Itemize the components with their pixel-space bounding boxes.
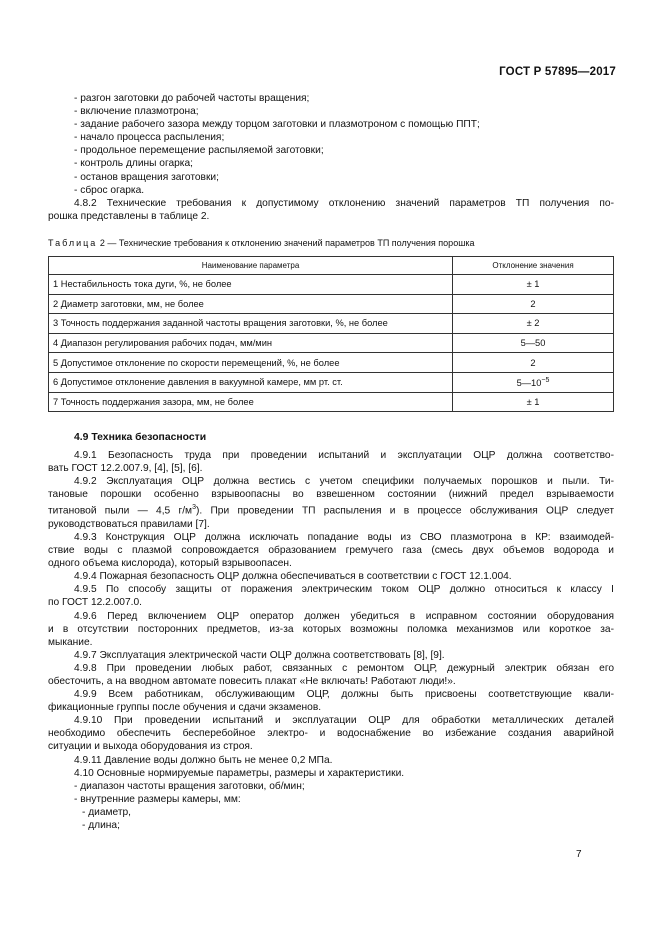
- paragraph-line: фикационные группы после обучения и сдачи экзаменов.: [48, 702, 322, 714]
- table-cell-value: ± 2: [453, 314, 614, 334]
- paragraph-line: одного объема кислорода), который взрывоопасен.: [48, 558, 292, 570]
- text-span: ). При проведении ТП распыления и в процессе обслуживания ОЦР следует: [195, 505, 614, 517]
- table-cell-value: ± 1: [453, 392, 614, 412]
- paragraph-4-8-2-line: рошка представлены в таблице 2.: [48, 210, 210, 222]
- table-cell-name: 6 Допустимое отклонение давления в вакуумной камере, мм рт. ст.: [49, 372, 453, 392]
- table-cell-value: 5—50: [453, 333, 614, 353]
- table-row: [49, 275, 614, 295]
- column-header-deviation: Отклонение значения: [453, 257, 614, 275]
- paragraph-line: 4.9.6 Перед включением ОЦР оператор должен убедиться в исправном состоянии оборудования: [74, 610, 614, 622]
- paragraph-line: 4.9.9 Всем работникам, обслуживающим ОЦР, должны быть присвоены соответствующие квали-: [74, 689, 614, 701]
- table-header-row: [49, 257, 614, 275]
- table-cell-name: 7 Точность поддержания зазора, мм, не более: [49, 392, 453, 412]
- paragraph-line: 4.9.2 Эксплуатация ОЦР должна вестись с учетом специфики получаемых порошков и пыли. Ти-: [74, 476, 614, 488]
- list-item: - внутренние размеры камеры, мм:: [74, 793, 241, 805]
- paragraph-line: 4.9.7 Эксплуатация электрической части ОЦР должна соответствовать [8], [9].: [74, 649, 445, 661]
- paragraph-line: ситуации и выхода оборудования из строя.: [48, 741, 253, 753]
- list-item: - продольное перемещение распыляемой заготовки;: [74, 145, 324, 157]
- list-item: - начало процесса распыления;: [74, 132, 225, 144]
- superscript: 3: [192, 504, 196, 512]
- paragraph-line: тановые порошки особенно взрывоопасны во взвешенном состоянии (нижний предел взрываемости: [48, 489, 614, 501]
- table-cell-value: 2: [453, 353, 614, 373]
- list-item: - включение плазмотрона;: [74, 106, 199, 118]
- paragraph-line: 4.9.4 Пожарная безопасность ОЦР должна обеспечиваться в соответствии с ГОСТ 12.1.004.: [74, 571, 512, 583]
- text-span: титановой пыли — 4,5 г/м: [48, 505, 193, 517]
- paragraph-line: мыкание.: [48, 636, 93, 648]
- paragraph-line: 4.9.5 По способу защиты от поражения электрическим током ОЦР должно относиться к классу I: [74, 584, 614, 596]
- table-caption: [48, 238, 475, 248]
- value-base: 5—10: [516, 377, 542, 388]
- paragraph-line: 4.10 Основные нормируемые параметры, размеры и характеристики.: [74, 767, 405, 779]
- list-item: - сброс огарка.: [74, 184, 145, 196]
- value-exponent: −5: [541, 376, 550, 384]
- table-cell-name: 2 Диаметр заготовки, мм, не более: [49, 294, 453, 314]
- table-row: [49, 372, 614, 392]
- table-row: [49, 314, 614, 334]
- paragraph-line: ствие воды с плазмой сопровождается образованием гремучего газа (смесь двух объемов водорода и: [48, 545, 614, 557]
- page-number: 7: [576, 849, 582, 860]
- list-item: - разгон заготовки до рабочей частоты вращения;: [74, 93, 310, 104]
- paragraph-4-8-2-line: 4.8.2 Технические требования к допустимому отклонению значений параметров ТП получения по-: [74, 197, 614, 209]
- paragraph-line: вать ГОСТ 12.2.007.9, [4], [5], [6].: [48, 463, 203, 475]
- list-item: - контроль длины огарка;: [74, 158, 193, 170]
- paragraph-line: 4.9.10 При проведении испытаний и эксплуатации ОЦР для обработки металлических деталей: [74, 715, 614, 727]
- list-item: - диапазон частоты вращения заготовки, об/мин;: [74, 780, 305, 792]
- table-cell-name: 5 Допустимое отклонение по скорости перемещений, %, не более: [49, 353, 453, 373]
- section-heading: 4.9 Техника безопасности: [74, 432, 207, 443]
- paragraph-line: 4.9.8 При проведении любых работ, связанных с ремонтом ОЦР, дежурный электрик обязан его: [74, 662, 614, 674]
- table-row: [49, 353, 614, 373]
- list-item: - длина;: [82, 820, 120, 832]
- requirements-table: [48, 256, 614, 412]
- table-cell-name: 1 Нестабильность тока дуги, %, не более: [49, 275, 453, 295]
- list-item: - диаметр,: [82, 806, 132, 818]
- table-cell-name: 4 Диапазон регулирования рабочих подач, мм/мин: [49, 333, 453, 353]
- table-cell-value: ± 1: [453, 275, 614, 295]
- table-caption-label: Таблица: [48, 238, 98, 248]
- table-row: [49, 333, 614, 353]
- list-item: - задание рабочего зазора между торцом заготовки и плазмотроном с помощью ППТ;: [74, 119, 480, 131]
- process-steps-list: [48, 92, 614, 223]
- paragraph-line: необходимо обеспечить бесперебойное электро- и водоснабжение во избежание создания аварийной: [48, 728, 614, 740]
- table-caption-text: 2 — Технические требования к отклонению значений параметров ТП получения порошка: [99, 238, 475, 248]
- safety-section-body: [48, 449, 614, 832]
- list-item: - останов вращения заготовки;: [74, 171, 219, 183]
- paragraph-line: [48, 501, 614, 517]
- table-cell-value: [453, 372, 614, 392]
- column-header-parameter: Наименование параметра: [49, 257, 453, 275]
- paragraph-line: обесточить, а на вводном автомате повесить плакат «Не включать! Работают люди!».: [48, 675, 456, 687]
- document-number: ГОСТ Р 57895—2017: [499, 66, 616, 78]
- paragraph-line: 4.9.3 Конструкция ОЦР должна исключать попадание воды из СВО плазмотрона в КР: взаимодей-: [74, 531, 614, 543]
- table-cell-value: 2: [453, 294, 614, 314]
- table-row: [49, 294, 614, 314]
- paragraph-line: по ГОСТ 12.2.007.0.: [48, 597, 142, 609]
- table-cell-name: 3 Точность поддержания заданной частоты вращения заготовки, %, не более: [49, 314, 453, 334]
- paragraph-line: и в отсутствии посторонних предметов, из-за которых возможны поломка механизмов или короткое за-: [48, 623, 614, 635]
- paragraph-line: 4.9.11 Давление воды должно быть не менее 0,2 МПа.: [74, 754, 333, 766]
- paragraph-line: руководствоваться правилами [7].: [48, 518, 210, 530]
- table-row: [49, 392, 614, 412]
- paragraph-line: 4.9.1 Безопасность труда при проведении испытаний и эксплуатации ОЦР должна соответство-: [74, 450, 614, 461]
